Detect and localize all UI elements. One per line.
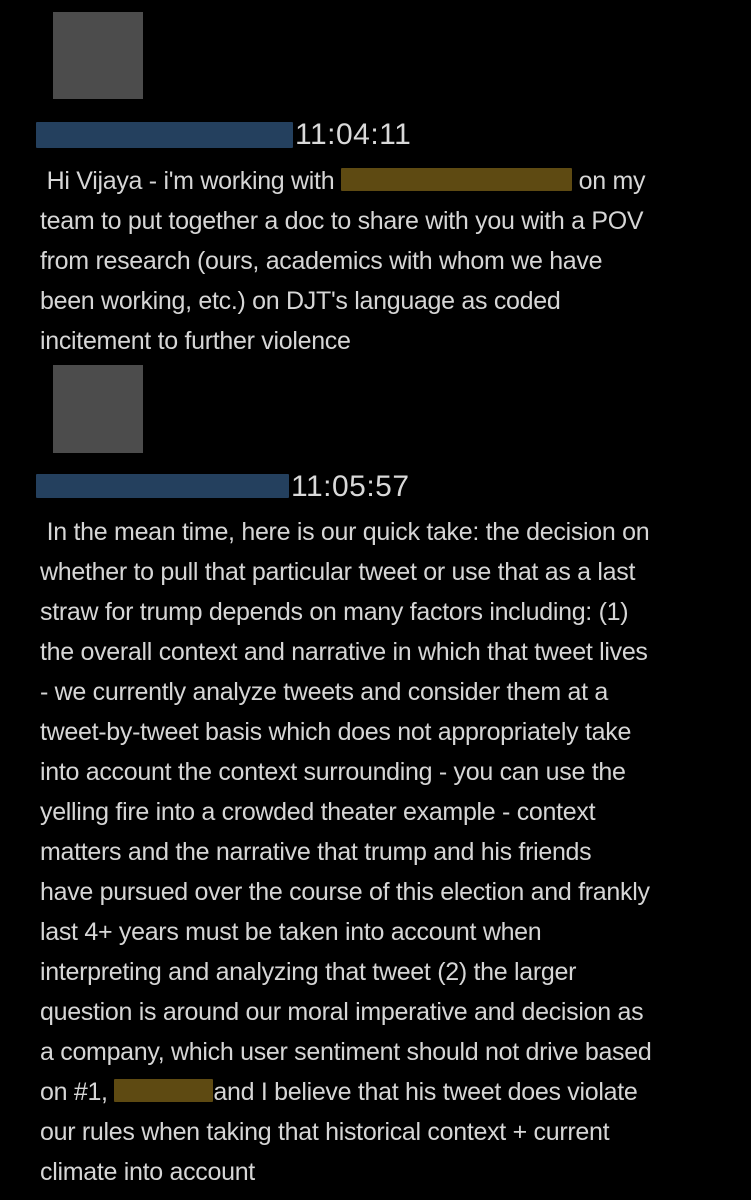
message-text: into account the context surrounding - you can use the — [40, 758, 626, 786]
message-line — [40, 241, 645, 281]
message-text: - we currently analyze tweets and consider them at a — [40, 678, 609, 706]
message-text: have pursued over the course of this election and frankly — [40, 878, 650, 906]
message-text: team to put together a doc to share with you with a POV — [40, 207, 644, 235]
message-line — [40, 752, 651, 792]
message-line — [40, 592, 651, 632]
avatar-redacted[interactable] — [53, 365, 143, 453]
sender-name-redaction-bar — [36, 474, 289, 498]
message-body — [40, 161, 645, 361]
avatar-redacted[interactable] — [53, 12, 143, 99]
message-line — [40, 1152, 651, 1192]
message-line — [40, 792, 651, 832]
message-line — [40, 632, 651, 672]
message-text: whether to pull that particular tweet or use that as a last — [40, 558, 636, 586]
message-text: on my — [571, 167, 646, 195]
message-line — [40, 201, 645, 241]
message-line — [40, 992, 651, 1032]
message-text: Hi Vijaya - i'm working with — [40, 167, 341, 195]
message-line — [40, 281, 645, 321]
message-timestamp: 11:05:57 — [291, 470, 410, 503]
message-line — [40, 912, 651, 952]
message-line — [40, 952, 651, 992]
message-text: In the mean time, here is our quick take: the decision on — [40, 518, 650, 546]
message-text: climate into account — [40, 1158, 255, 1186]
message-text: the overall context and narrative in which that tweet lives — [40, 638, 648, 666]
inline-name-redaction-bar — [114, 1079, 213, 1102]
message-text: tweet-by-tweet basis which does not appropriately take — [40, 718, 632, 746]
message-text: question is around our moral imperative and decision as — [40, 998, 644, 1026]
message-line — [40, 1072, 651, 1112]
message-line — [40, 712, 651, 752]
message-text: interpreting and analyzing that tweet (2) the larger — [40, 958, 577, 986]
sender-name-redaction-bar — [36, 122, 293, 148]
message-timestamp: 11:04:11 — [295, 118, 412, 151]
message-line — [40, 321, 645, 361]
message-line — [40, 512, 651, 552]
message-text: been working, etc.) on DJT's language as coded — [40, 287, 561, 315]
message-text: and I believe that his tweet does violate — [213, 1078, 638, 1106]
message-line — [40, 1032, 651, 1072]
message-text: yelling fire into a crowded theater example - context — [40, 798, 596, 826]
message-line — [40, 832, 651, 872]
message-text: on #1, — [40, 1078, 115, 1106]
message-line — [40, 872, 651, 912]
message-text: matters and the narrative that trump and his friends — [40, 838, 592, 866]
message-line — [40, 552, 651, 592]
message-body — [40, 512, 651, 1192]
message-line — [40, 672, 651, 712]
inline-name-redaction-bar — [341, 168, 572, 191]
message-text: from research (ours, academics with whom we have — [40, 247, 603, 275]
message-text: straw for trump depends on many factors including: (1) — [40, 598, 629, 626]
message-text: a company, which user sentiment should not drive based — [40, 1038, 652, 1066]
message-line — [40, 1112, 651, 1152]
message-line — [40, 161, 645, 201]
message-text: last 4+ years must be taken into account when — [40, 918, 542, 946]
message-text: our rules when taking that historical context + current — [40, 1118, 610, 1146]
message-text: incitement to further violence — [40, 327, 351, 355]
